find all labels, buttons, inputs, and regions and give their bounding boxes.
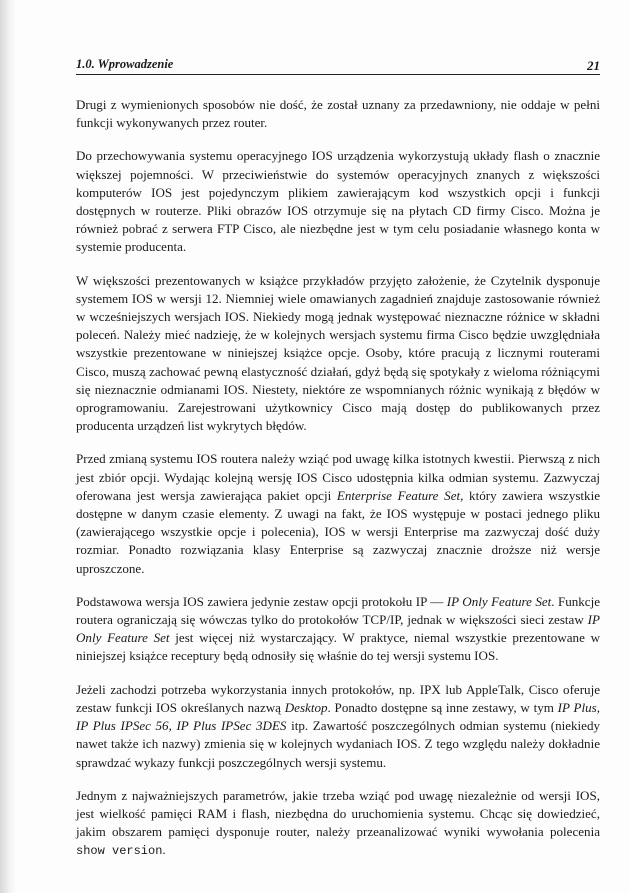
paragraph-6-text-1: Jeżeli zachodzi potrzeba wykorzystania innych protokołów, np. IPX lub AppleTalk, Cisco oferuje zestaw funkcji IOS określanych nazwą (76, 681, 600, 715)
paragraph-5-text-3: jest więcej niż wystarczający. W praktyce, niemal wszystkie prezentowane w niniejszej książce receptury będą odnosiły się właśnie do tej wersji systemu IOS. (76, 630, 601, 664)
paragraph-7-text-1: Jednym z najważniejszych parametrów, jakie trzeba wziąć pod uwagę niezależnie od wersji IOS, jest wielkość pamięci RAM i flash, niezbędna do uruchomienia systemu. Chcąc się dowiedzieć, jakim obszarem pamięci dysponuje router, należy przeanalizować wyniki wywołania polecenia (76, 787, 600, 840)
paragraph-3: W większości prezentowanych w książce przykładów przyjęto założenie, że Czytelnik dysponuje systemem IOS w wersji 12. Niemniej wiele omawianych zagadnień znajduje zastosowanie również w wcześniejszych wersjach IOS. Niekiedy mogą jednak występować nieznaczne różnice w składni poleceń. Należy mieć nadzieję, że w kolejnych wersjach systemu firma Cisco będzie uwzględniała wszystkie prezentowane w niniejszej książce opcje. Osoby, które pracują z licznymi routerami Cisco, muszą zachować pewną elastyczność działań, gdyż będą się spotykały z wieloma różniącymi się nieznacznie odmianami IOS. Niestety, niektóre ze wspomnianych różnic wynikają z błędów w oprogramowaniu. Zarejestrowani użytkownicy Cisco mają dostęp do publikowanych przez producenta urządzeń list wykrytych błędów. (76, 272, 600, 434)
paragraph-5-text-1: Podstawowa wersja IOS zawiera jedynie zestaw opcji protokołu IP — (76, 593, 447, 609)
paragraph-5 (76, 593, 600, 666)
paragraph-4-text-1: Przed zmianą systemu IOS routera należy wziąć pod uwagę kilka istotnych kwestii. Pierwszą z nich jest zbiór opcji. Wydając kolejną wersję IOS Cisco udostępnia kilka odmian systemu. Zazwyczaj oferowana jest wersja zawierająca pakiet opcji (76, 451, 600, 503)
paragraph-4-text-2: , który zawiera wszystkie dostępne w danym czasie elementy. Z uwagi na fakt, że IOS występuje w postaci jednego pliku (zawierającego wszystkie opcje i polecenia), IOS w wersji Enterprise ma zazwyczaj dość duży rozmiar. Ponadto rozwiązania klasy Enterprise są zazwyczaj znacznie droższe niż wersje uproszczone. (76, 487, 600, 576)
paragraph-6-text-3: itp. Zawartość poszczególnych odmian systemu (niekiedy nawet także ich nazwy) zmienia się w kolejnych wydaniach IOS. Z tego względu należy dokładnie sprawdzać wykazy funkcji poszczególnych wersji systemu. (76, 718, 601, 770)
paragraph-5-text-2: . Funkcje routera ograniczają się wówczas tylko do protokołów TCP/IP, jednak w większości sieci zestaw (76, 593, 601, 628)
running-header (76, 54, 600, 75)
paragraph-6-emphasis-1: Desktop (284, 699, 328, 715)
paragraph-6-emphasis-2: IP Plus, IP Plus IPSec 56, IP Plus IPSec 3DES (76, 699, 600, 734)
page-body (76, 96, 600, 876)
paragraph-6 (76, 681, 600, 772)
page-number: 21 (587, 58, 600, 73)
paragraph-7 (76, 787, 600, 861)
paragraph-6-text-2: . Ponadto dostępne są inne zestawy, w tym (327, 699, 558, 715)
section-title: 1.0. Wprowadzenie (76, 57, 174, 71)
paragraph-4 (76, 450, 600, 577)
paragraph-2: Do przechowywania systemu operacyjnego IOS urządzenia wykorzystują układy flash o znacznie większej pojemności. W przeciwieństwie do systemów operacyjnych znanych z większości komputerów IOS jest pojedynczym plikiem zawierającym kod wszystkich opcji i funkcji dostępnych w routerze. Pliki obrazów IOS otrzymuje się na płytach CD firmy Cisco. Można je również pobrać z serwera FTP Cisco, ale niezbędne jest w tym celu posiadanie własnego konta w systemie producenta. (76, 148, 600, 255)
page-binding-edge (0, 0, 16, 893)
paragraph-7-text-2: . (162, 842, 166, 858)
command-show-version: show version (76, 844, 163, 859)
paragraph-5-emphasis-1: IP Only Feature Set (446, 593, 552, 609)
paragraph-4-emphasis-1: Enterprise Feature Set (336, 487, 461, 503)
paragraph-5-emphasis-2: IP Only Feature Set (76, 612, 600, 646)
paragraph-1: Drugi z wymienionych sposobów nie dość, że został uznany za przedawniony, nie oddaje w pełni funkcji wykonywanych przez router. (76, 97, 600, 131)
